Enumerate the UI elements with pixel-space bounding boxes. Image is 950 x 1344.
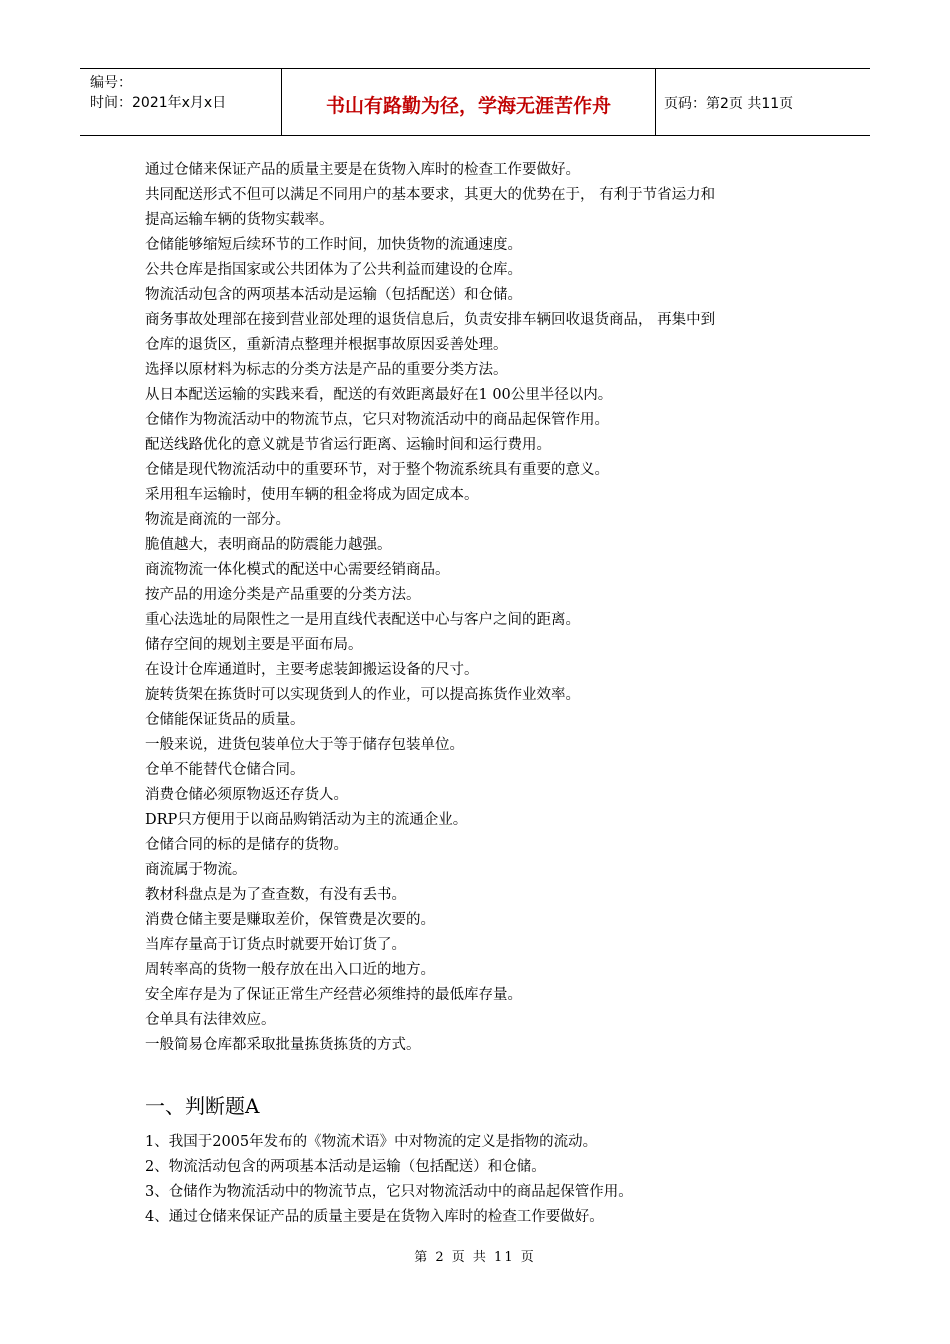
text-line: 仓单具有法律效应。 <box>145 1012 276 1028</box>
text-line: 从日本配送运输的实践来看，配送的有效距离最好在1 00公里半径以内。 <box>145 387 613 403</box>
header-motto: 书山有路勤为径，学海无涯苦作舟 <box>282 69 656 135</box>
text-line: 仓储是现代物流活动中的重要环节，对于整个物流系统具有重要的意义。 <box>145 462 609 478</box>
question-list <box>145 1130 825 1230</box>
text-line: 消费仓储主要是赚取差价，保管费是次要的。 <box>145 912 435 928</box>
question-item: 3、仓储作为物流活动中的物流节点，它只对物流活动中的商品起保管作用。 <box>145 1184 633 1200</box>
text-line: 仓库的退货区，重新清点整理并根据事故原因妥善处理。 <box>145 337 508 353</box>
text-line: 安全库存是为了保证正常生产经营必须维持的最低库存量。 <box>145 987 522 1003</box>
text-line: 仓储能够缩短后续环节的工作时间，加快货物的流通速度。 <box>145 237 522 253</box>
text-line: 一般简易仓库都采取批量拣货拣货的方式。 <box>145 1037 421 1053</box>
date-label: 时间：2021年x月x日 <box>90 95 227 111</box>
text-line: 在设计仓库通道时，主要考虑装卸搬运设备的尺寸。 <box>145 662 479 678</box>
text-line: 商流物流一体化模式的配送中心需要经销商品。 <box>145 562 450 578</box>
text-line: 仓储作为物流活动中的物流节点，它只对物流活动中的商品起保管作用。 <box>145 412 609 428</box>
header-meta <box>80 69 282 135</box>
text-line: DRP只方便用于以商品购销活动为主的流通企业。 <box>145 812 468 828</box>
text-line: 一般来说，进货包装单位大于等于储存包装单位。 <box>145 737 464 753</box>
text-line: 脆值越大，表明商品的防震能力越强。 <box>145 537 392 553</box>
question-item: 1、我国于2005年发布的《物流术语》中对物流的定义是指物的流动。 <box>145 1134 598 1150</box>
text-line: 公共仓库是指国家或公共团体为了公共利益而建设的仓库。 <box>145 262 522 278</box>
page-footer: 第 2 页 共 11 页 <box>414 1250 536 1265</box>
text-line: 配送线路优化的意义就是节省运行距离、运输时间和运行费用。 <box>145 437 551 453</box>
text-line: 消费仓储必须原物返还存货人。 <box>145 787 348 803</box>
page-header <box>80 68 870 136</box>
text-line: 提高运输车辆的货物实载率。 <box>145 212 334 228</box>
text-line: 仓储合同的标的是储存的货物。 <box>145 837 348 853</box>
text-line: 按产品的用途分类是产品重要的分类方法。 <box>145 587 421 603</box>
text-line: 当库存量高于订货点时就要开始订货了。 <box>145 937 406 953</box>
text-line: 教材科盘点是为了查查数，有没有丢书。 <box>145 887 406 903</box>
question-item: 2、物流活动包含的两项基本活动是运输（包括配送）和仓储。 <box>145 1159 546 1175</box>
text-line: 商务事故处理部在接到营业部处理的退货信息后，负责安排车辆回收退货商品， 再集中到 <box>145 312 716 328</box>
text-line: 周转率高的货物一般存放在出入口近的地方。 <box>145 962 435 978</box>
question-item: 4、通过仓储来保证产品的质量主要是在货物入库时的检查工作要做好。 <box>145 1209 604 1225</box>
text-line: 物流是商流的一部分。 <box>145 512 290 528</box>
text-line: 旋转货架在拣货时可以实现货到人的作业，可以提高拣货作业效率。 <box>145 687 580 703</box>
text-line: 仓储能保证货品的质量。 <box>145 712 305 728</box>
section-title: 一、判断题A <box>145 1094 260 1118</box>
text-line: 仓单不能替代仓储合同。 <box>145 762 305 778</box>
text-line: 通过仓储来保证产品的质量主要是在货物入库时的检查工作要做好。 <box>145 162 580 178</box>
header-page-number: 页码：第2页 共11页 <box>664 96 794 112</box>
text-line: 商流属于物流。 <box>145 862 247 878</box>
text-line: 采用租车运输时，使用车辆的租金将成为固定成本。 <box>145 487 479 503</box>
body-text <box>145 158 825 1058</box>
text-line: 选择以原材料为标志的分类方法是产品的重要分类方法。 <box>145 362 508 378</box>
number-label: 编号： <box>90 75 132 91</box>
text-line: 物流活动包含的两项基本活动是运输（包括配送）和仓储。 <box>145 287 522 303</box>
text-line: 重心法选址的局限性之一是用直线代表配送中心与客户之间的距离。 <box>145 612 580 628</box>
text-line: 储存空间的规划主要是平面布局。 <box>145 637 363 653</box>
text-line: 共同配送形式不但可以满足不同用户的基本要求，其更大的优势在于， 有利于节省运力和 <box>145 187 716 203</box>
